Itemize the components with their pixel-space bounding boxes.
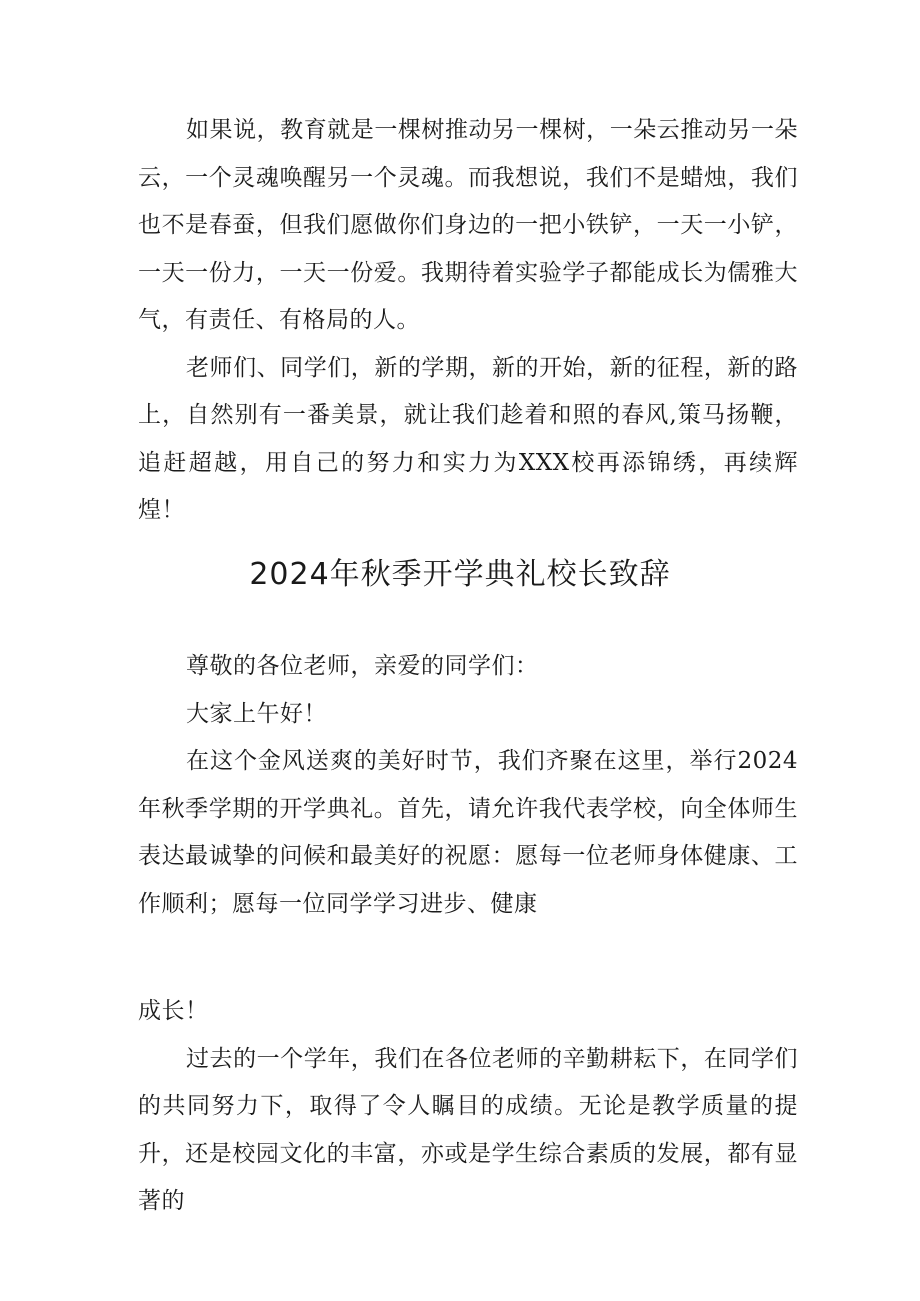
- paragraph-closing-1: 如果说，教育就是一棵树推动另一棵树，一朵云推动另一朵云，一个灵魂唤醒另一个灵魂。而我想说，我们不是蜡烛，我们也不是春蚕，但我们愿做你们身边的一把小铁铲，一天一小铲，一天一份力，一天一份爱。我期待着实验学子都能成长为儒雅大气，有责任、有格局的人。: [138, 117, 798, 333]
- closing-section: [138, 107, 798, 535]
- speech-continued-section: [138, 988, 798, 1226]
- paragraph-opening-continued: 成长！: [138, 998, 209, 1024]
- greeting: 大家上午好！: [186, 700, 327, 727]
- salutation: 尊敬的各位老师，亲爱的同学们：: [186, 653, 539, 679]
- paragraph-opening: 在这个金风送爽的美好时节，我们齐聚在这里，举行2024年秋季学期的开学典礼。首先，请允许我代表学校，向全体师生表达最诚挚的问候和最美好的祝愿：愿每一位老师身体健康、工作顺利；愿每一位同学学习进步、健康: [138, 748, 798, 917]
- speech-title: 2024年秋季开学典礼校长致辞: [249, 557, 671, 592]
- speech-opening-section: [138, 643, 798, 928]
- paragraph-achievements: 过去的一个学年，我们在各位老师的辛勤耕耘下，在同学们的共同努力下，取得了令人瞩目的成绩。无论是教学质量的提升，还是校园文化的丰富，亦或是学生综合素质的发展，都有显著的: [138, 1045, 798, 1214]
- paragraph-closing-2: 老师们、同学们，新的学期，新的开始，新的征程，新的路上，自然别有一番美景，就让我们趁着和照的春风,策马扬鞭，追赶超越，用自己的努力和实力为XXX校再添锦绣，再续辉煌！: [138, 354, 798, 523]
